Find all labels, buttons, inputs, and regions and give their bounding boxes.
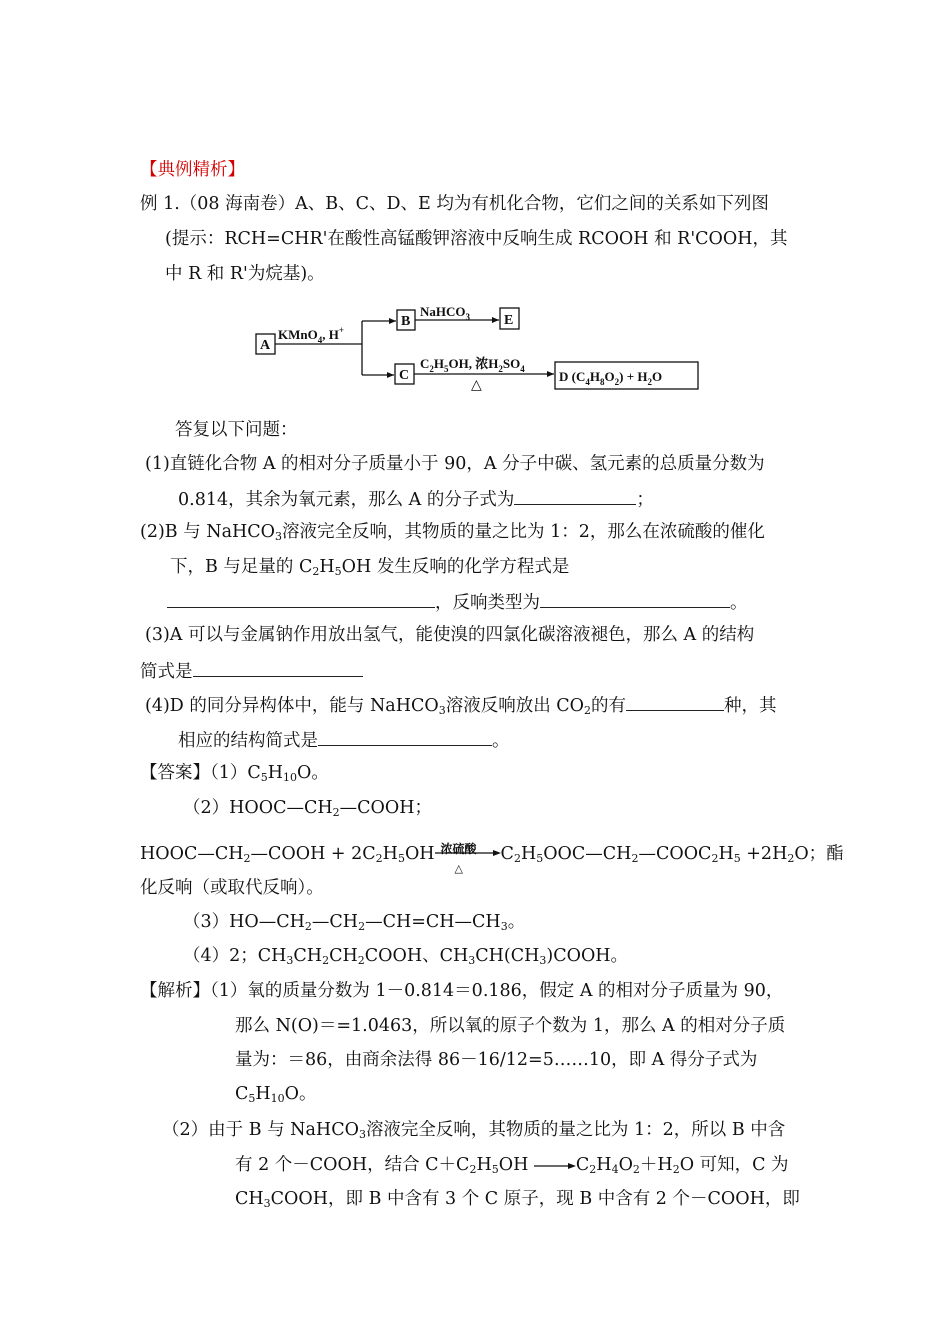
question-2-line-3: ，反响类型为 。 [167,589,748,615]
cond-kmno4: KMnO$_4$, H+ [278,325,344,345]
answer-blank-4b[interactable] [318,727,492,746]
example-line-3: 中 R 和 R'为烷基)。 [165,264,325,284]
node-c: C [399,368,410,383]
answer-line-4: （4）2；$CH_3CH_2CH_2COOH$、$CH_3CH(CH_3)COOH$。 [183,946,629,967]
analysis-line-4: $C_5H_{10}O$。 [235,1084,317,1105]
answer-equation: $HOOC—CH_2—COOH + 2C_2H_5OH$ 浓硫酸 △ $C_2H_5OOC—CH_2—COOC_2H_5 +2H_2O$；酯 [140,841,844,875]
question-2-line-1: (2)B 与 NaHCO$_3$溶液完全反响，其物质的量之比为 1：2，那么在浓硫酸的催化 [140,522,765,543]
question-3-line-1: (3)A 可以与金属钠作用放出氢气，能使溴的四氯化碳溶液褪色，那么 A 的结构 [145,625,755,645]
answer-blank-3[interactable] [193,658,363,677]
answer-blank-reaction-type[interactable] [540,589,730,608]
answer-blank-4a[interactable] [626,692,724,711]
answer-line-3: $(3)HO—CH_2—CH_2—CH=CH—CH_3$。 [183,912,526,933]
answer-equation-line-2: 化反响（或取代反响）。 [140,878,324,898]
cond-nahco3: NaHCO$_3$ [420,304,470,322]
node-e: E [504,313,514,328]
question-1-line-2: 0.814，其余为氧元素，那么 A 的分子式为 ； [178,486,654,512]
answer-line-1: 【答案】$(1)C_5H_{10}O$。 [140,763,329,784]
answer-blank-equation[interactable] [167,589,435,608]
node-a: A [260,338,271,353]
node-b: B [401,314,411,329]
analysis-line-7: $CH_3COOH$，即 B 中含有 3 个 C 原子，现 B 中含有 2 个－COOH，即 [235,1189,800,1210]
example-line-2: (提示：RCH=CHR'在酸性高锰酸钾溶液中反响生成 RCOOH 和 R'COOH，其 [165,229,788,249]
analysis-arrow-icon [534,1160,576,1172]
answer-blank-1[interactable] [514,486,636,505]
analysis-line-5: （2）由于 B 与 NaHCO$_3$溶液完全反响，其物质的量之比为 1：2，所以 B 中含 [162,1120,786,1141]
example-line-1: 例 1.（08 海南卷）A、B、C、D、E 均为有机化合物，它们之间的关系如下列图 [140,194,769,214]
section-heading: 【典例精析】 [140,160,245,180]
reaction-diagram [250,288,710,400]
analysis-line-3: 量为：＝86，由商余法得 86－16/12=5……10，即 A 得分子式为 [235,1050,758,1070]
analysis-line-2: 那么 N(O)＝=1.0463，所以氧的原子个数为 1，那么 A 的相对分子质 [235,1016,786,1036]
reaction-arrow: 浓硫酸 △ [435,843,501,867]
question-4-line-1: (4)D 的同分异构体中，能与 NaHCO$_3$溶液反响放出 $CO_2$的有 种，其 [145,692,777,718]
question-3-line-2: 简式是 [140,658,363,684]
answer-line-2: $(2)HOOC—CH_2—COOH$； [183,798,432,819]
heat-symbol: △ [471,378,482,393]
question-1-line-1: (1)直链化合物 A 的相对分子质量小于 90，A 分子中碳、氢元素的总质量分数为 [145,454,765,474]
question-4-line-2: 相应的结构简式是 。 [178,727,510,753]
cond-ethanol-h2so4: $C_2H_5OH$, 浓$H_2SO_4$ [420,356,525,374]
product-d: D $(C_4H_8O_2) + H_2O$ [559,369,663,387]
question-2-line-2: 下，B 与足量的 $C_2H_5OH$ 发生反响的化学方程式是 [170,557,570,578]
analysis-line-1: 【解析】（1）氧的质量分数为 1－0.814＝0.186，假定 A 的相对分子质量为 90， [140,981,784,1001]
questions-intro: 答复以下问题： [175,420,298,440]
analysis-line-6: 有 2 个－COOH，结合 $C+C_2H_5OH$ $C_2H_4O_2+H_2O$ 可知，C 为 [235,1155,789,1176]
